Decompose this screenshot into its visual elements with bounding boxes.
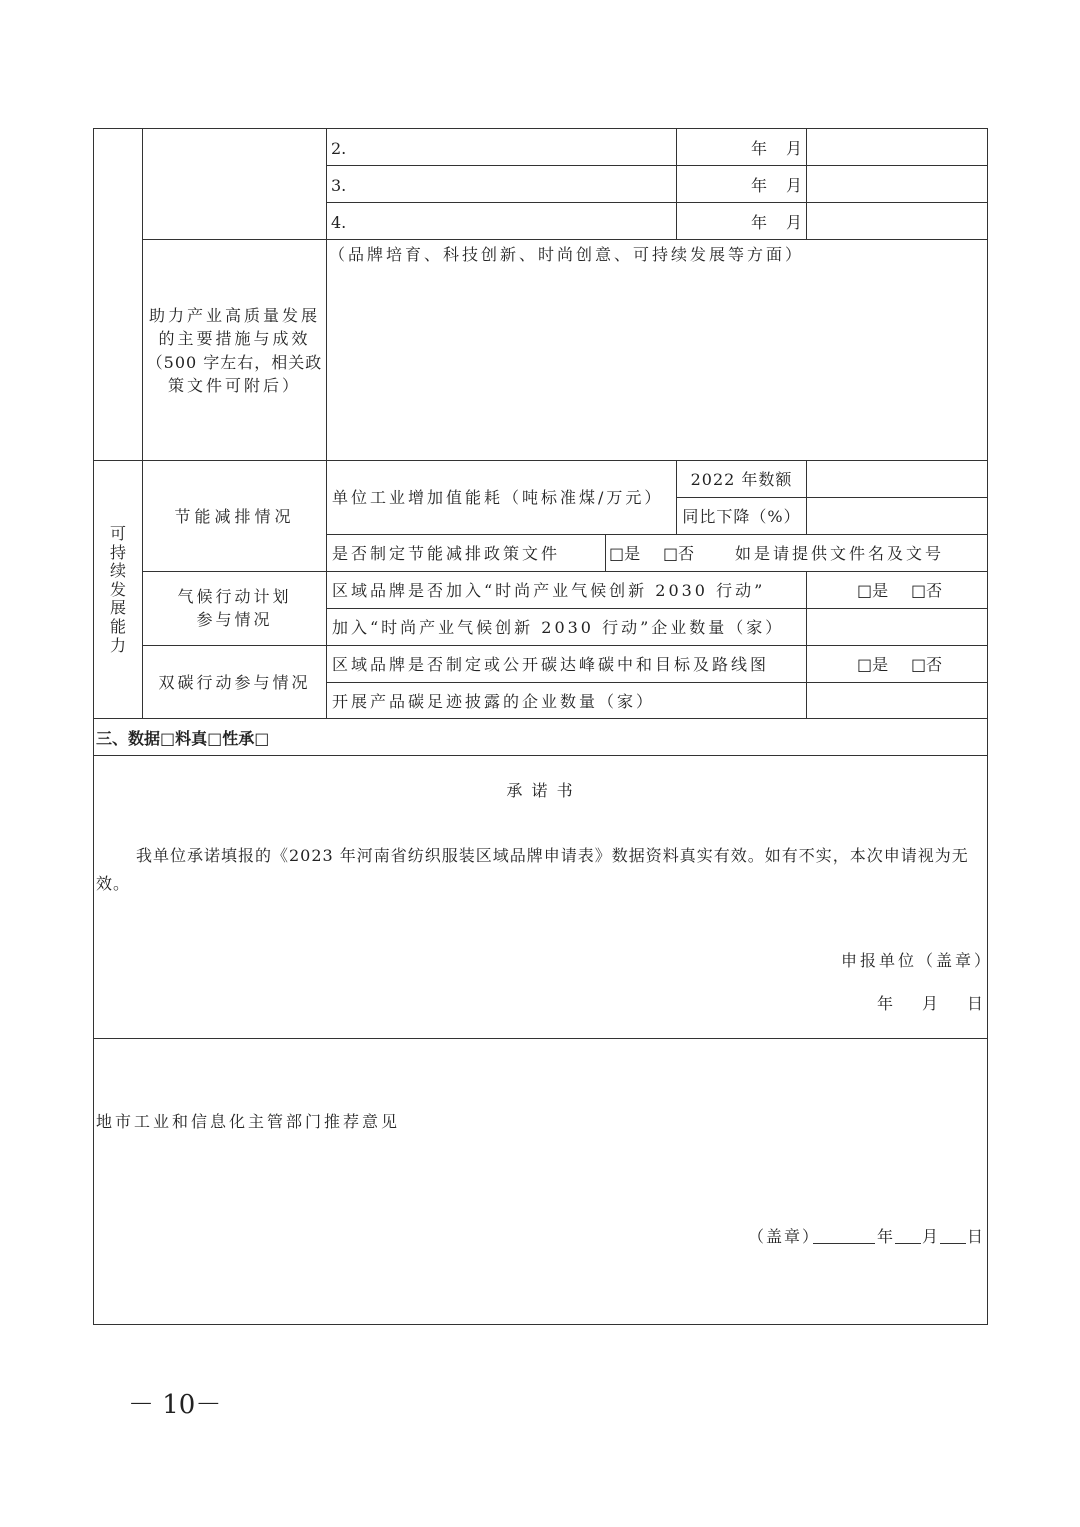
category-char: 力 — [109, 635, 126, 655]
row-divider — [142, 645, 988, 646]
row-divider — [676, 497, 988, 498]
month-blank[interactable] — [895, 1229, 921, 1244]
row-divider — [326, 165, 988, 166]
row-month: 月 — [786, 176, 803, 195]
dual-carbon-no[interactable]: □否 — [911, 655, 943, 674]
dual-carbon-yes[interactable]: □是 — [857, 655, 889, 674]
pledge-date-day: 日 — [967, 994, 984, 1013]
category-char: 发 — [109, 579, 126, 599]
table-border-top — [93, 128, 988, 129]
dual-carbon-roadmap-question: 区域品牌是否制定或公开碳达峰碳中和目标及路线图 — [332, 655, 770, 674]
row-divider — [142, 571, 988, 572]
column-divider — [326, 128, 327, 718]
page-number: － 10－ — [128, 1390, 222, 1420]
row-divider — [326, 534, 988, 535]
energy-yoy-label: 同比下降（%） — [682, 507, 801, 526]
measures-hint: （品牌培育、科技创新、时尚创意、可持续发展等方面） — [329, 245, 805, 264]
row-number: 4. — [331, 213, 347, 232]
row-year: 年 — [751, 213, 768, 232]
row-divider — [93, 460, 988, 461]
row-divider — [326, 682, 988, 683]
row-divider — [93, 718, 988, 719]
category-char: 可 — [109, 524, 126, 543]
climate-join-question: 区域品牌是否加入“时尚产业气候创新 2030 行动” — [332, 581, 766, 600]
column-divider — [806, 571, 807, 718]
energy-year-value-label: 2022 年数额 — [690, 470, 793, 489]
dual-carbon-label: 双碳行动参与情况 — [158, 673, 311, 692]
pledge-date-month: 月 — [922, 994, 939, 1013]
pledge-text: 我单位承诺填报的《2023 年河南省纺织服装区域品牌申请表》数据资料真实有效。如有不实，本次申请视为无效。 — [96, 846, 969, 893]
column-divider — [806, 460, 807, 534]
column-divider — [605, 534, 606, 571]
year-blank[interactable] — [813, 1229, 875, 1244]
dual-carbon-footprint-label: 开展产品碳足迹披露的企业数量（家） — [332, 692, 656, 711]
column-divider — [142, 128, 143, 718]
energy-policy-yes[interactable]: □是 — [609, 544, 641, 563]
row-divider — [326, 202, 988, 203]
table-border-right — [987, 128, 988, 1325]
recommendation-year: 年 — [877, 1227, 894, 1246]
row-number: 2. — [331, 139, 347, 158]
category-char: 展 — [109, 598, 126, 618]
category-char: 能 — [109, 616, 126, 636]
measures-label-line: 策文件可附后） — [167, 376, 301, 395]
climate-label-line: 气候行动计划 — [177, 587, 292, 606]
climate-label-line: 参与情况 — [196, 610, 273, 629]
climate-count-label: 加入“时尚产业气候创新 2030 行动”企业数量（家） — [332, 618, 785, 637]
energy-policy-question: 是否制定节能减排政策文件 — [332, 544, 561, 563]
measures-label-line: （500 字左右，相关政 — [146, 353, 323, 372]
column-divider — [676, 128, 677, 239]
recommendation-day: 日 — [967, 1227, 984, 1246]
pledge-date-year: 年 — [877, 994, 894, 1013]
row-month: 月 — [786, 139, 803, 158]
category-char: 持 — [109, 542, 126, 562]
table-border-bottom — [93, 1324, 988, 1325]
row-divider — [93, 1038, 988, 1039]
row-month: 月 — [786, 213, 803, 232]
recommendation-label: 地市工业和信息化主管部门推荐意见 — [96, 1112, 401, 1131]
recommendation-month: 月 — [922, 1227, 939, 1246]
applicant-seal: 申报单位（盖章） — [841, 951, 994, 970]
energy-policy-no[interactable]: □否 — [663, 544, 695, 563]
row-year: 年 — [751, 176, 768, 195]
measures-label-line: 助力产业高质量发展 — [148, 306, 320, 325]
recommendation-seal: （盖章） — [748, 1227, 821, 1246]
row-divider — [326, 608, 988, 609]
day-blank[interactable] — [940, 1229, 966, 1244]
row-divider — [142, 239, 988, 240]
climate-join-no[interactable]: □否 — [911, 581, 943, 600]
section-three-heading: 三、数据□料真□性承□ — [96, 729, 270, 748]
row-divider — [93, 755, 988, 756]
row-year: 年 — [751, 139, 768, 158]
column-divider — [806, 128, 807, 239]
row-number: 3. — [331, 176, 347, 195]
measures-label-line: 的主要措施与成效 — [158, 329, 311, 348]
category-char: 续 — [109, 561, 126, 581]
climate-join-yes[interactable]: □是 — [857, 581, 889, 600]
pledge-title: 承 诺 书 — [506, 781, 575, 800]
table-border-left — [93, 128, 94, 1325]
energy-label: 节能减排情况 — [174, 507, 295, 526]
sustainability-category-label — [107, 525, 129, 655]
energy-consumption-label: 单位工业增加值能耗（吨标准煤/万元） — [332, 488, 664, 507]
energy-policy-note: 如是请提供文件名及文号 — [735, 544, 945, 563]
